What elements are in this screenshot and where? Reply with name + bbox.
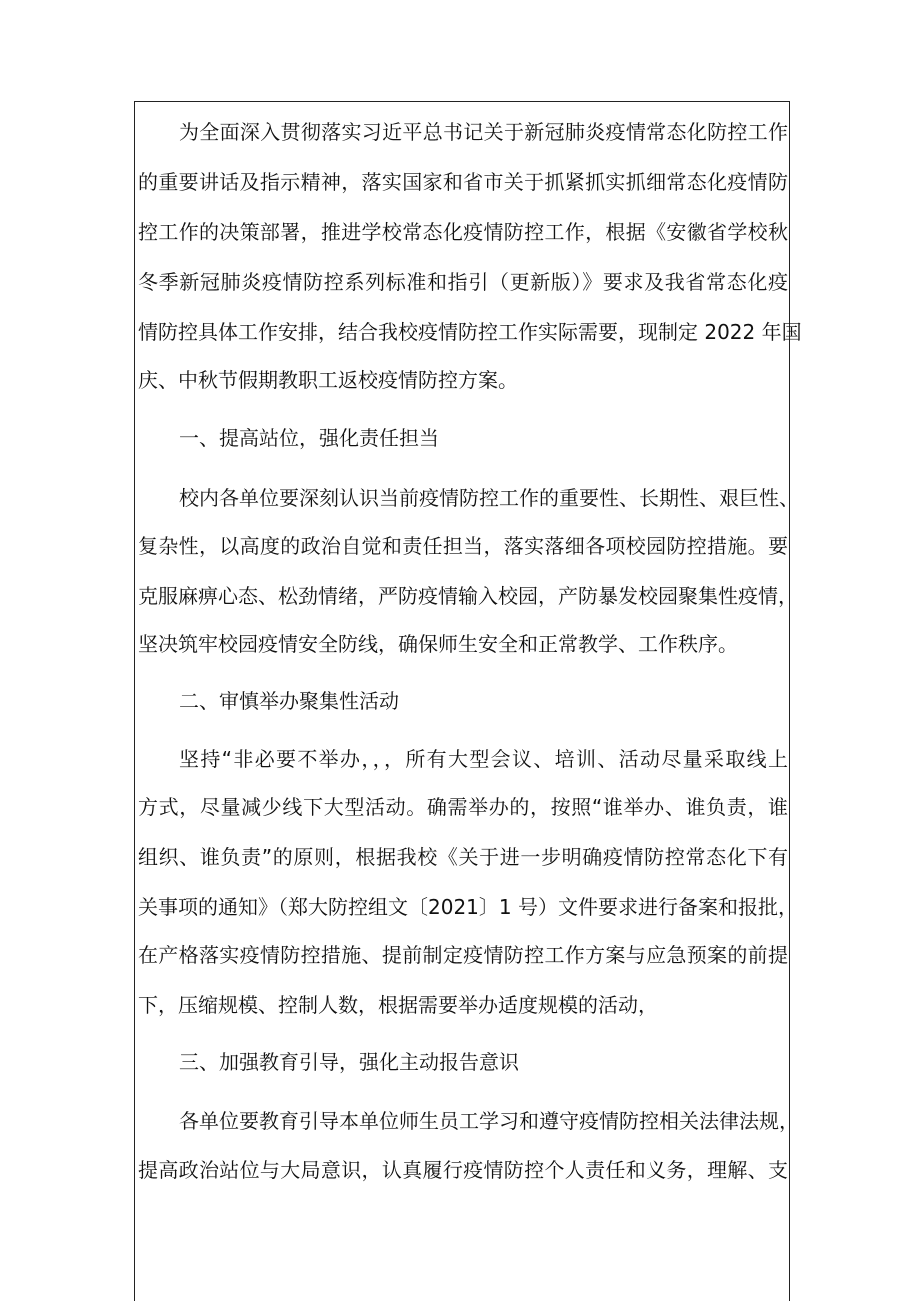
section-2-heading: 二、审慎举办聚集性活动 [179,689,399,713]
section-2-line-2: 方式，尽量减少线下大型活动。确需举办的，按照“谁举办、谁负责，谁 [138,795,788,819]
intro-line-4: 冬季新冠肺炎疫情防控系列标准和指引（更新版）》要求及我省常态化疫 [138,270,788,294]
section-1-line-1: 校内各单位要深刻认识当前疫情防控工作的重要性、长期性、艰巨性、 [179,486,799,510]
section-3-line-2: 提高政治站位与大局意识，认真履行疫情防控个人责任和义务，理解、支 [138,1158,788,1182]
section-2-line-1: 坚持“非必要不举办，，，所有大型会议、培训、活动尽量采取线上 [179,747,788,771]
section-1-line-3: 克服麻痹心态、松劲情绪，严防疫情输入校园，产防暴发校园聚集性疫情， [138,584,798,608]
section-2-line-5: 在产格落实疫情防控措施、提前制定疫情防控工作方案与应急预案的前提 [138,943,788,967]
section-2-line-6: 下，压缩规模、控制人数，根据需要举办适度规模的活动， [138,993,658,1017]
intro-line-5: 情防控具体工作安排，结合我校疫情防控工作实际需要，现制定 2022 年国 [138,320,802,344]
section-2-line-3: 组织、谁负责”的原则，根据我校《关于进一步明确疫情防控常态化下有 [138,845,788,869]
section-2-line-4: 关事项的通知》（郑大防控组文〔2021〕1 号）文件要求进行备案和报批， [138,895,798,919]
section-1-line-4: 坚决筑牢校园疫情安全防线，确保师生安全和正常教学、工作秩序。 [138,632,738,656]
intro-line-6: 庆、中秋节假期教职工返校疫情防控方案。 [138,368,518,392]
section-1-line-2: 复杂性，以高度的政治自觉和责任担当，落实落细各项校园防控措施。要 [138,534,788,558]
intro-line-1: 为全面深入贯彻落实习近平总书记关于新冠肺炎疫情常态化防控工作 [179,120,788,144]
intro-line-3: 控工作的决策部署，推进学校常态化疫情防控工作，根据《安徽省学校秋 [138,220,788,244]
section-3-line-1: 各单位要教育引导本单位师生员工学习和遵守疫情防控相关法律法规， [179,1109,799,1133]
section-1-heading: 一、提高站位，强化责任担当 [179,426,439,450]
section-3-heading: 三、加强教育引导，强化主动报告意识 [179,1050,519,1074]
intro-line-2: 的重要讲话及指示精神，落实国家和省市关于抓紧抓实抓细常态化疫情防 [138,170,788,194]
